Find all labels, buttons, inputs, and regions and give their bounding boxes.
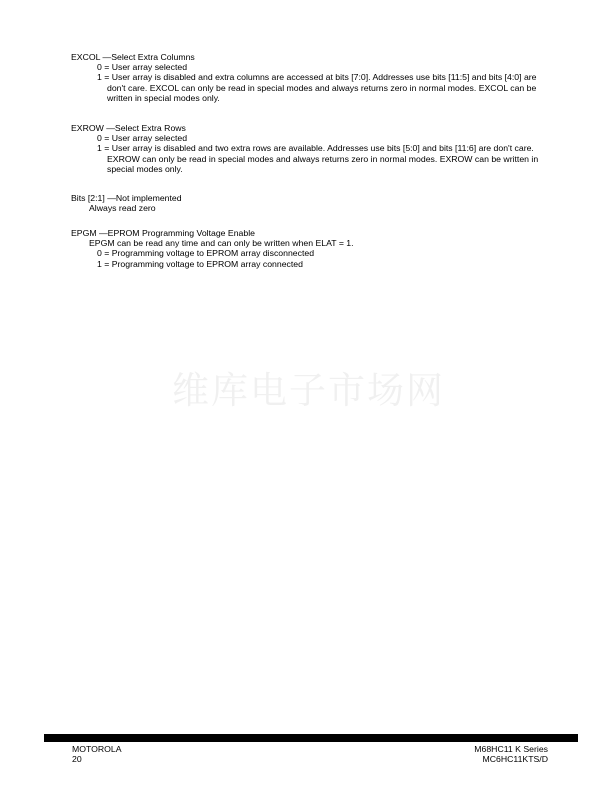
footer-doc-id: MC6HC11KTS/D <box>482 754 548 765</box>
footer-rule <box>44 734 578 742</box>
epgm-description: EPGM can be read any time and can only be written when ELAT = 1. <box>89 238 354 249</box>
watermark-text: 维库电子市场网 <box>172 369 445 412</box>
bits21-description: Always read zero <box>89 203 156 214</box>
bits21-section <box>71 193 551 213</box>
exrow-title: EXROW —Select Extra Rows <box>71 123 186 133</box>
footer-right <box>474 744 548 765</box>
footer-left <box>72 744 122 765</box>
footer-brand: MOTOROLA <box>72 744 122 754</box>
excol-option-1: 1 = User array is disabled and extra columns are accessed at bits [7:0]. Addresses use bits [11:5] and bits [4:0] are don't care. EXCOL can only be read in special modes and always returns zero in normal modes. EXCOL can be written in special modes only. <box>97 72 537 103</box>
epgm-title: EPGM —EPROM Programming Voltage Enable <box>71 228 255 238</box>
exrow-section <box>71 123 551 174</box>
epgm-section <box>71 228 551 269</box>
excol-section <box>71 52 551 103</box>
epgm-option-0: 0 = Programming voltage to EPROM array disconnected <box>97 248 315 259</box>
epgm-option-1: 1 = Programming voltage to EPROM array connected <box>97 258 303 269</box>
exrow-option-1: 1 = User array is disabled and two extra rows are available. Addresses use bits [5:0] and bits [11:6] are don't care. EXROW can only be read in special modes and always returns zero in normal modes. EXROW can be written in special modes only. <box>97 143 539 174</box>
footer-page-number: 20 <box>72 754 82 765</box>
excol-title: EXCOL —Select Extra Columns <box>71 52 195 62</box>
bits21-title: Bits [2:1] —Not implemented <box>71 193 182 203</box>
excol-option-0: 0 = User array selected <box>97 62 188 73</box>
exrow-option-0: 0 = User array selected <box>97 133 188 144</box>
footer-series: M68HC11 K Series <box>474 744 548 754</box>
